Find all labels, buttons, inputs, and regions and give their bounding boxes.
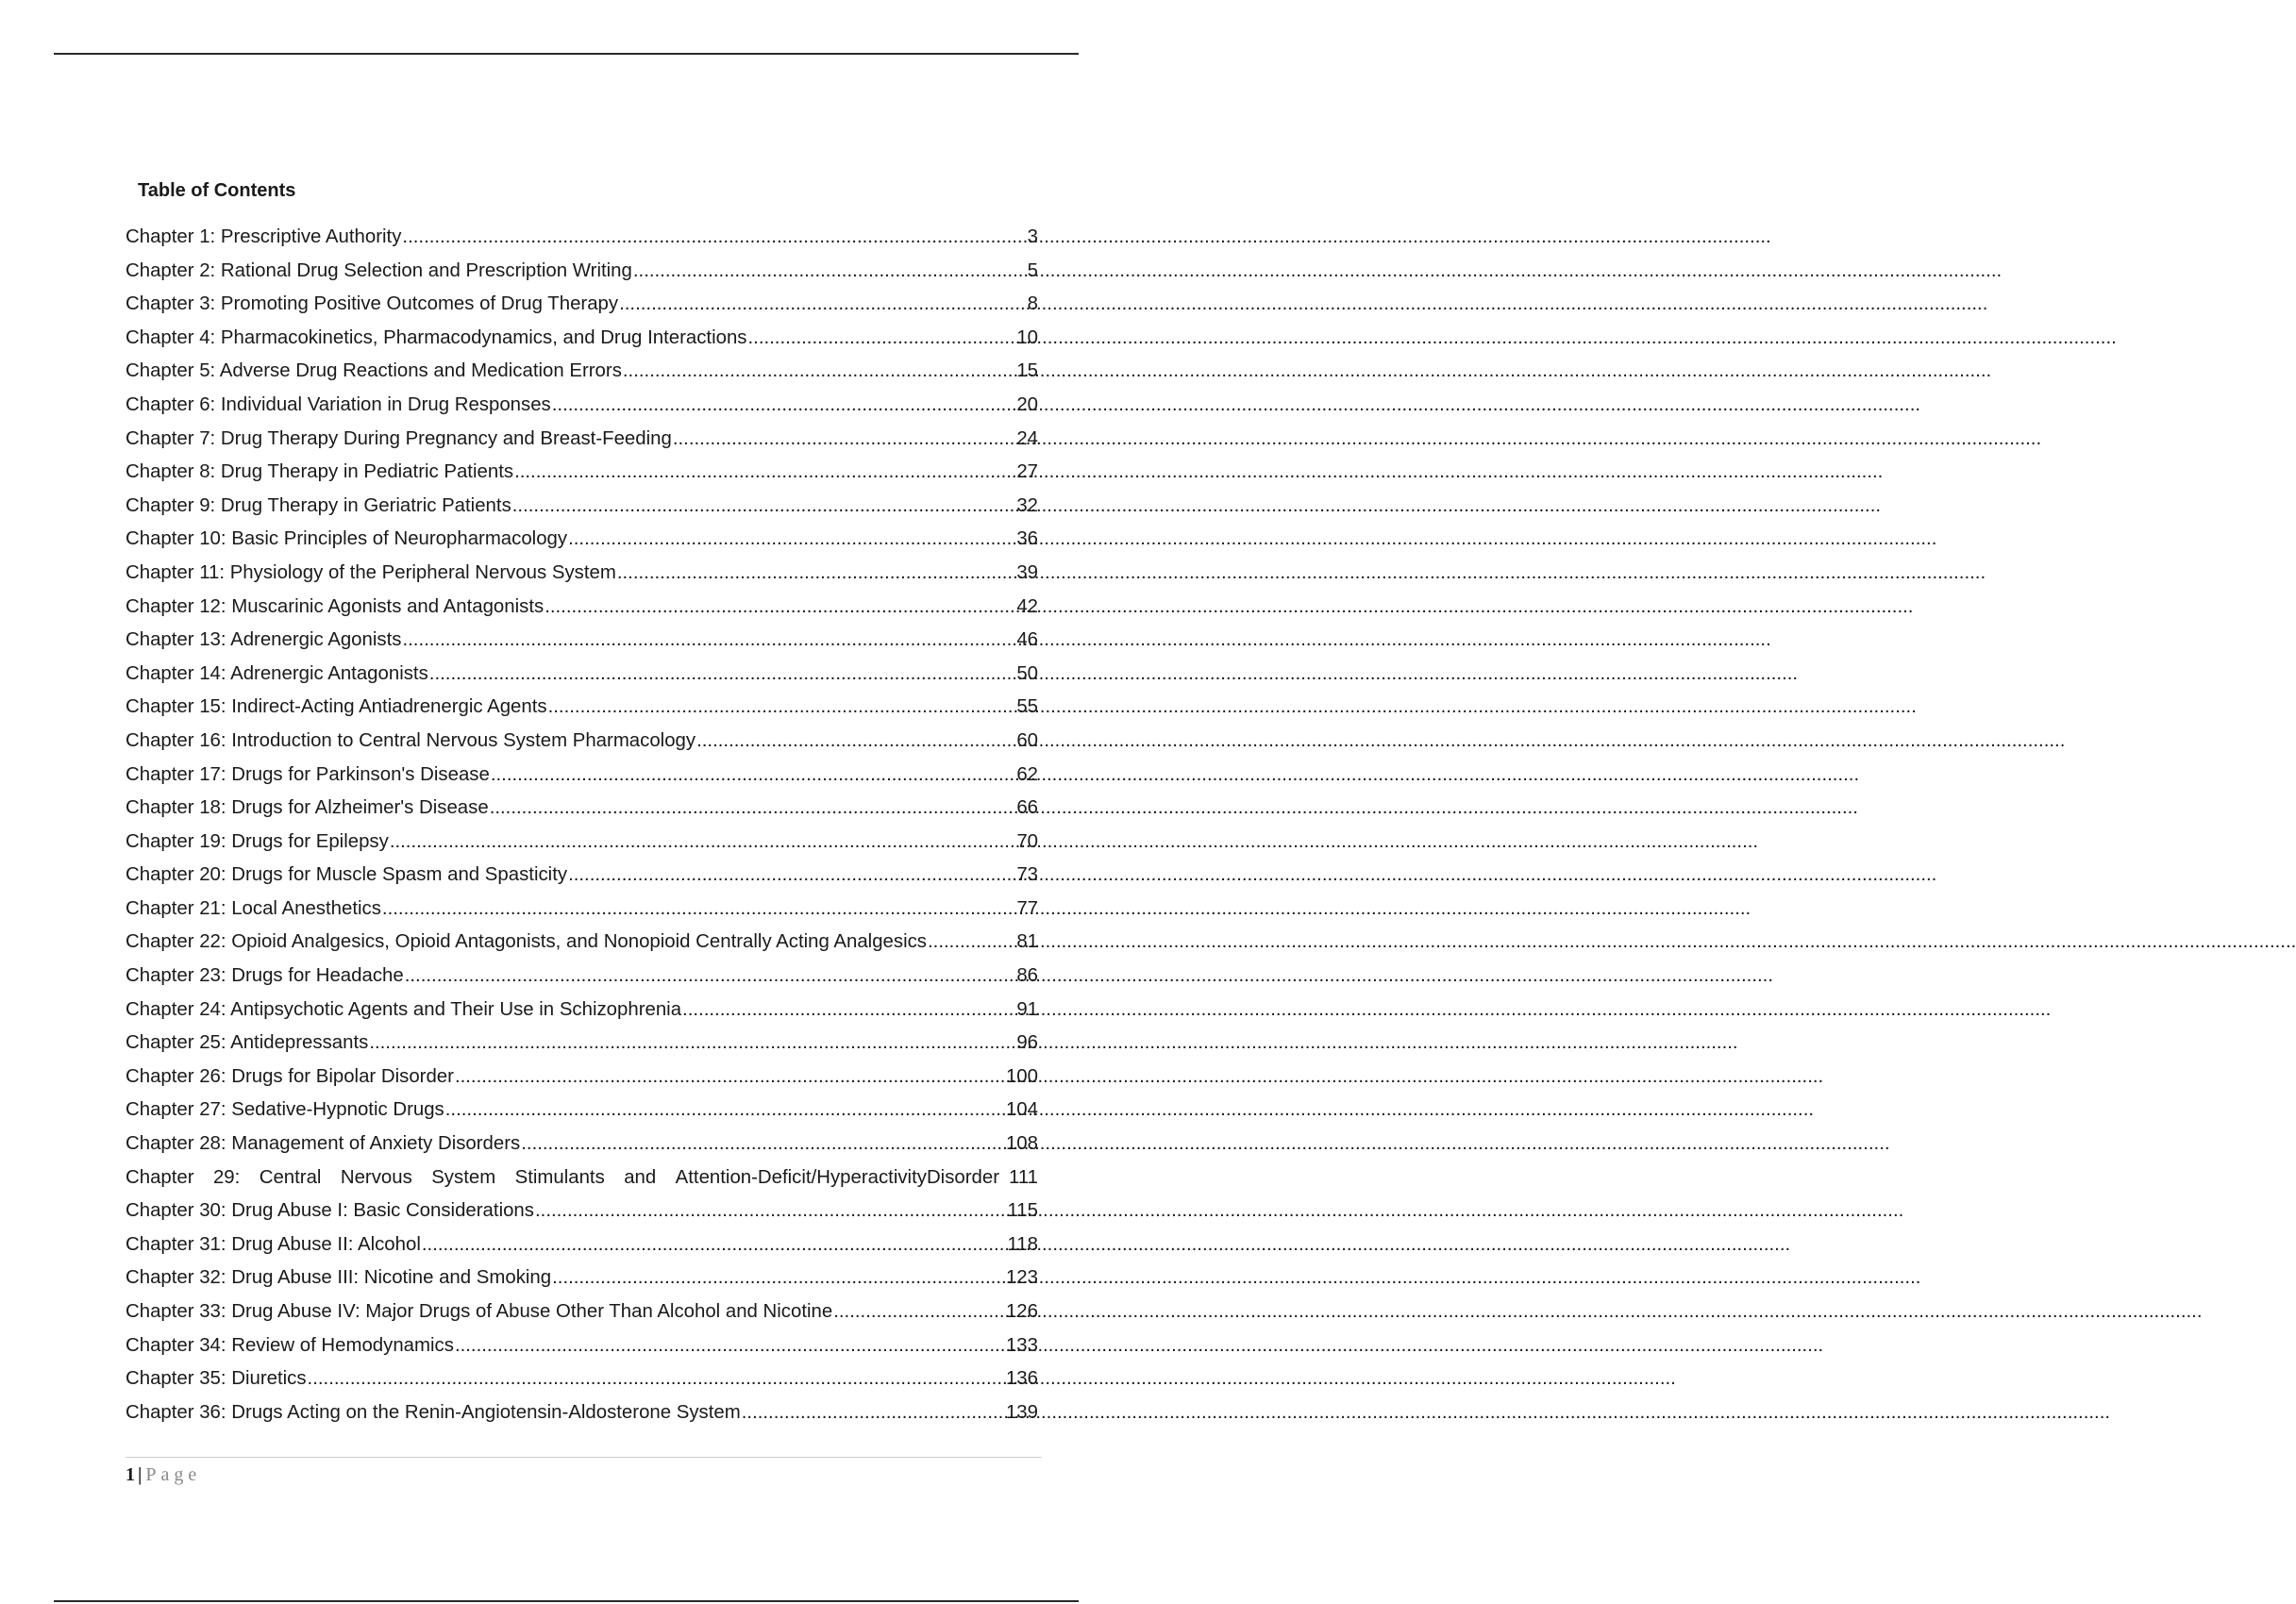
toc-dot-leader: [402, 624, 1014, 658]
toc-entry-title: Chapter 19: Drugs for Epilepsy: [126, 830, 389, 852]
toc-entry-page: 24: [1016, 427, 1038, 449]
toc-entry[interactable]: [126, 926, 1038, 960]
toc-dot-leader: [833, 1295, 1003, 1329]
toc-entry-title: Chapter 5: Adverse Drug Reactions and Medication Errors: [126, 360, 622, 382]
toc-entry-word: 29:: [212, 1166, 241, 1188]
toc-entry-title: Chapter 8: Drug Therapy in Pediatric Patients: [126, 461, 514, 483]
footer-page-number: 1: [126, 1464, 135, 1485]
toc-entry[interactable]: [126, 490, 1038, 524]
toc-entry-title: Chapter 36: Drugs Acting on the Renin-Angiotensin-Aldosterone System: [126, 1401, 741, 1423]
toc-entry-title: Chapter 14: Adrenergic Antagonists: [126, 662, 428, 684]
toc-entry-page: 111: [1009, 1166, 1038, 1188]
toc-entry-title: Chapter 28: Management of Anxiety Disorders: [126, 1133, 521, 1155]
toc-entry-word: Nervous: [340, 1166, 412, 1188]
toc-entry-title: Chapter 26: Drugs for Bipolar Disorder: [126, 1065, 454, 1087]
toc-entry[interactable]: [126, 557, 1038, 591]
toc-dot-leader: [429, 658, 1014, 692]
toc-entry-title: Chapter 10: Basic Principles of Neuropharmacology: [126, 528, 568, 550]
toc-dot-leader: [545, 591, 1014, 625]
toc-entry[interactable]: [126, 322, 1038, 356]
toc-entry[interactable]: [126, 389, 1038, 423]
toc-list: [126, 221, 1038, 1429]
toc-entry-page: 115: [1007, 1200, 1038, 1222]
toc-entry-page: 5: [1027, 259, 1038, 281]
toc-entry-page: 133: [1005, 1334, 1038, 1356]
toc-entry-title: Chapter 4: Pharmacokinetics, Pharmacodynamics, and Drug Interactions: [126, 326, 747, 348]
toc-dot-leader: [552, 389, 1014, 423]
toc-entry-title: Chapter 31: Drug Abuse II: Alcohol: [126, 1233, 421, 1255]
footer-separator: |: [138, 1464, 142, 1485]
top-rule: [54, 53, 1079, 55]
toc-entry[interactable]: [126, 221, 1038, 255]
toc-entry-title: Chapter 32: Drug Abuse III: Nicotine and Smoking: [126, 1267, 552, 1289]
toc-entry-page: 66: [1016, 797, 1038, 819]
toc-entry-title: Chapter 21: Local Anesthetics: [126, 897, 381, 919]
toc-entry-title: Chapter 12: Muscarinic Agonists and Antagonists: [126, 595, 545, 617]
toc-entry[interactable]: [126, 893, 1038, 927]
toc-entry-page: 73: [1016, 864, 1038, 886]
toc-dot-leader: [682, 994, 1014, 1028]
toc-entry-title: Chapter 16: Introduction to Central Nervous System Pharmacology: [126, 729, 696, 751]
toc-entry-page: 118: [1007, 1233, 1038, 1255]
toc-dot-leader: [617, 557, 1014, 591]
toc-entry-page: 42: [1016, 595, 1038, 617]
toc-entry-page: 123: [1005, 1267, 1038, 1289]
toc-dot-leader: [514, 456, 1014, 490]
toc-entry-page: 91: [1016, 998, 1038, 1020]
toc-dot-leader: [402, 221, 1024, 255]
toc-dot-leader: [742, 1396, 1003, 1430]
toc-entry-title: Chapter 23: Drugs for Headache: [126, 965, 404, 987]
toc-entry-page: 86: [1016, 965, 1038, 987]
toc-entry[interactable]: [126, 1061, 1038, 1094]
toc-entry[interactable]: [126, 792, 1038, 826]
page-footer: [126, 1457, 1042, 1486]
toc-entry[interactable]: [126, 725, 1038, 759]
toc-dot-leader: [633, 255, 1025, 289]
toc-entry-title: [126, 1161, 999, 1195]
toc-entry-title: Chapter 35: Diuretics: [126, 1368, 307, 1390]
toc-entry-title: Chapter 2: Rational Drug Selection and Prescription Writing: [126, 259, 632, 281]
toc-dot-leader: [369, 1027, 1014, 1061]
toc-entry-title: Chapter 33: Drug Abuse IV: Major Drugs of Abuse Other Than Alcohol and Nicotine: [126, 1301, 833, 1322]
toc-entry-page: 20: [1016, 393, 1038, 415]
toc-entry-page: 39: [1016, 561, 1038, 583]
toc-entry-page: 139: [1005, 1401, 1038, 1423]
toc-dot-leader: [747, 322, 1014, 356]
toc-entry-title: Chapter 30: Drug Abuse I: Basic Considerations: [126, 1200, 534, 1222]
toc-entry-title: Chapter 24: Antipsychotic Agents and Their Use in Schizophrenia: [126, 998, 682, 1020]
toc-dot-leader: [405, 960, 1014, 994]
toc-entry-page: 100: [1005, 1065, 1038, 1087]
bottom-rule: [54, 1600, 1079, 1602]
toc-entry-word: and: [624, 1166, 657, 1188]
toc-dot-leader: [490, 792, 1014, 826]
toc-entry-title: Chapter 17: Drugs for Parkinson's Disease: [126, 763, 490, 785]
toc-entry-page: 126: [1005, 1301, 1038, 1322]
toc-entry[interactable]: [126, 1329, 1038, 1363]
toc-entry[interactable]: [126, 691, 1038, 725]
toc-entry-word: Central: [259, 1166, 322, 1188]
toc-entry-word: Attention-Deficit/HyperactivityDisorder: [675, 1166, 999, 1188]
toc-entry[interactable]: [126, 759, 1038, 793]
toc-entry[interactable]: [126, 1228, 1038, 1262]
toc-entry-title: Chapter 11: Physiology of the Peripheral Nervous System: [126, 561, 616, 583]
toc-dot-leader: [619, 288, 1025, 322]
toc-entry-page: 55: [1016, 696, 1038, 718]
toc-entry-title: Chapter 13: Adrenergic Agonists: [126, 629, 402, 651]
toc-entry[interactable]: [126, 994, 1038, 1028]
toc-entry-page: 60: [1016, 729, 1038, 751]
toc-entry-page: 70: [1016, 830, 1038, 852]
toc-dot-leader: [535, 1195, 1005, 1228]
toc-entry[interactable]: [126, 456, 1038, 490]
toc-entry-title: Chapter 6: Individual Variation in Drug Responses: [126, 393, 551, 415]
toc-entry[interactable]: [126, 960, 1038, 994]
toc-entry-title: Chapter 3: Promoting Positive Outcomes of Drug Therapy: [126, 293, 619, 315]
toc-entry[interactable]: [126, 523, 1038, 557]
toc-entry-page: 36: [1016, 528, 1038, 550]
footer-page-label: Page: [145, 1464, 202, 1485]
toc-entry-page: 10: [1016, 326, 1038, 348]
toc-dot-leader: [455, 1329, 1003, 1363]
toc-entry-page: 3: [1027, 226, 1038, 247]
toc-entry-page: 104: [1005, 1099, 1038, 1121]
toc-entry-title: Chapter 18: Drugs for Alzheimer's Disease: [126, 797, 489, 819]
toc-entry-page: 50: [1016, 662, 1038, 684]
toc-entry-page: 108: [1005, 1133, 1038, 1155]
toc-entry-title: Chapter 25: Antidepressants: [126, 1032, 369, 1054]
toc-dot-leader: [382, 893, 1014, 927]
toc-entry[interactable]: [126, 1195, 1038, 1228]
toc-entry-title: Chapter 20: Drugs for Muscle Spasm and Spasticity: [126, 864, 568, 886]
toc-dot-leader: [552, 1261, 1003, 1295]
toc-entry-word: Stimulants: [514, 1166, 605, 1188]
toc-dot-leader: [696, 725, 1014, 759]
toc-entry[interactable]: [126, 1161, 1038, 1195]
toc-entry[interactable]: [126, 859, 1038, 893]
toc-entry[interactable]: [126, 423, 1038, 457]
toc-dot-leader: [673, 423, 1014, 457]
toc-entry-title: Chapter 1: Prescriptive Authority: [126, 226, 402, 247]
toc-entry-title: Chapter 34: Review of Hemodynamics: [126, 1334, 454, 1356]
toc-entry[interactable]: [126, 1396, 1038, 1430]
toc-entry-title: Chapter 7: Drug Therapy During Pregnancy and Breast-Feeding: [126, 427, 672, 449]
toc-entry-page: 15: [1016, 360, 1038, 382]
toc-entry-page: 62: [1016, 763, 1038, 785]
toc-entry-page: 96: [1016, 1032, 1038, 1054]
toc-entry-word: Chapter: [126, 1166, 194, 1188]
toc-dot-leader: [455, 1061, 1003, 1094]
toc-entry[interactable]: [126, 1094, 1038, 1128]
toc-entry-page: 32: [1016, 494, 1038, 516]
toc-entry[interactable]: [126, 591, 1038, 625]
toc-dot-leader: [568, 859, 1014, 893]
toc-entry[interactable]: [126, 255, 1038, 289]
toc-entry[interactable]: [126, 1295, 1038, 1329]
toc-entry[interactable]: [126, 355, 1038, 389]
toc-entry[interactable]: [126, 1261, 1038, 1295]
toc-dot-leader: [422, 1228, 1005, 1262]
toc-entry-page: 27: [1016, 461, 1038, 483]
toc-dot-leader: [521, 1128, 1003, 1161]
toc-entry[interactable]: [126, 624, 1038, 658]
toc-entry-title: Chapter 9: Drug Therapy in Geriatric Patients: [126, 494, 511, 516]
toc-dot-leader: [308, 1362, 1003, 1396]
toc-entry-page: 81: [1016, 931, 1038, 953]
toc-dot-leader: [623, 355, 1014, 389]
toc-dot-leader: [568, 523, 1014, 557]
toc-dot-leader: [445, 1094, 1003, 1128]
toc-dot-leader: [512, 490, 1014, 524]
toc-entry-page: 46: [1016, 629, 1038, 651]
toc-entry-page: 8: [1027, 293, 1038, 315]
toc-entry-page: 77: [1016, 897, 1038, 919]
toc-entry-title: Chapter 27: Sedative-Hypnotic Drugs: [126, 1099, 444, 1121]
toc-title: Table of Contents: [138, 180, 296, 201]
toc-entry[interactable]: [126, 658, 1038, 692]
toc-dot-leader: [390, 826, 1014, 860]
toc-entry-page: 136: [1005, 1368, 1038, 1390]
toc-entry[interactable]: [126, 1027, 1038, 1061]
toc-entry-title: Chapter 22: Opioid Analgesics, Opioid Antagonists, and Nonopioid Centrally Acting Analgesics: [126, 931, 927, 953]
toc-entry-title: Chapter 15: Indirect-Acting Antiadrenergic Agents: [126, 696, 547, 718]
toc-dot-leader: [928, 926, 1014, 960]
toc-dot-leader: [491, 759, 1014, 793]
toc-entry[interactable]: [126, 1128, 1038, 1161]
toc-entry[interactable]: [126, 826, 1038, 860]
toc-entry-word: System: [431, 1166, 496, 1188]
toc-entry[interactable]: [126, 288, 1038, 322]
toc-entry[interactable]: [126, 1362, 1038, 1396]
toc-dot-leader: [548, 691, 1014, 725]
